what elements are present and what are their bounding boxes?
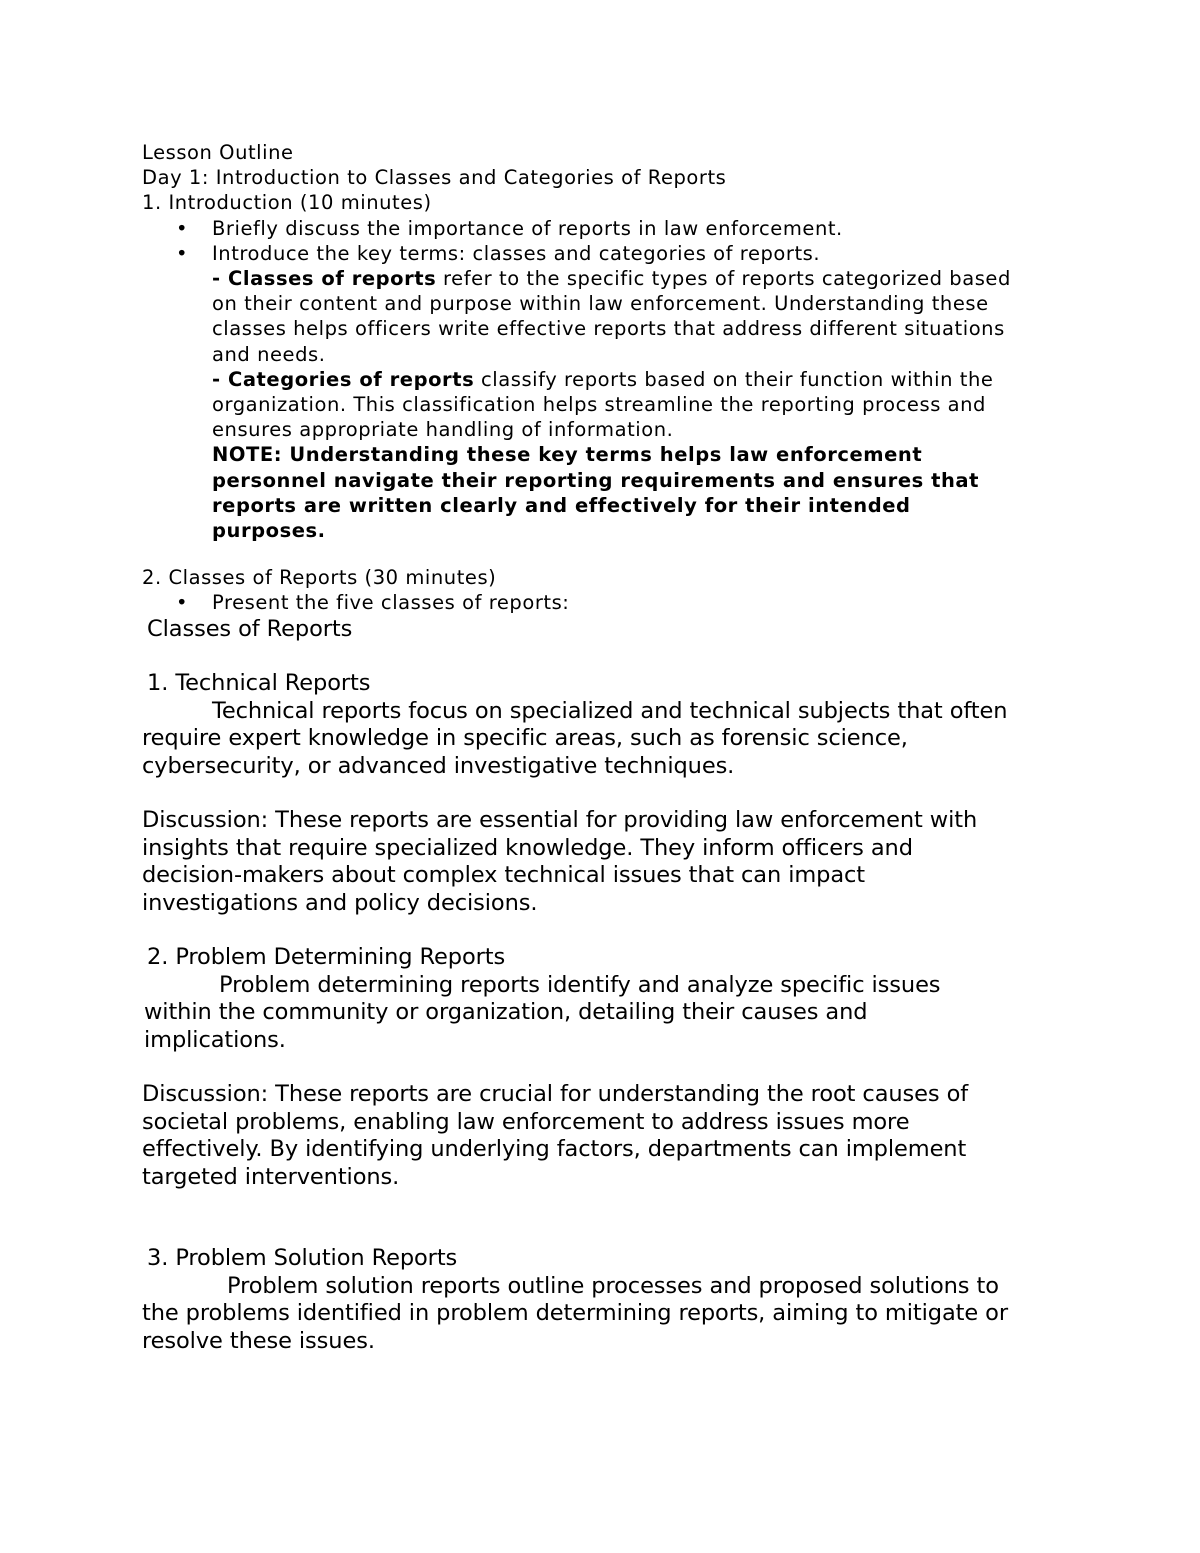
list-item: • Introduce the key terms: classes and categories of reports.	[176, 241, 821, 265]
classes-definition: - Classes of reports refer to the specific types of reports categorized based on their content and purpose within law enforcement. Understanding these classes helps officers write effective reports that address different situations and needs.	[212, 267, 1011, 366]
report-heading: 1. Technical Reports	[147, 670, 371, 697]
list-item: • Briefly discuss the importance of reports in law enforcement.	[176, 216, 843, 240]
discussion-paragraph: Discussion: These reports are crucial for understanding the root causes of	[142, 1081, 969, 1108]
report-heading: 2. Problem Determining Reports	[147, 944, 506, 971]
document-title: Lesson Outline	[142, 141, 294, 164]
report-problem-solution: 3. Problem Solution Reports Problem solution reports outline processes and proposed solutions to the problems identified in problem determining reports, aiming to mitigate or resolve these issues.	[142, 1245, 1072, 1355]
bullet-icon: •	[176, 241, 189, 265]
report-problem-determining: 2. Problem Determining Reports Problem determining reports identify and analyze specific issues within the community or organization, detailing their causes and implications. Discussion: These reports are crucial for understanding the root causes of societal problems, enabling law enforcement to address issues more effectively. By identifying underlying factors, departments can implement targeted interventions.	[142, 944, 1072, 1191]
classes-of-reports-section	[142, 616, 1072, 1356]
section-intro	[142, 140, 1072, 616]
classes-term: - Classes of reports	[212, 267, 437, 291]
section1-heading: 1. Introduction (10 minutes)	[142, 191, 432, 215]
discussion-paragraph: Discussion: These reports are essential for providing law enforcement with	[142, 807, 978, 834]
section2-bullet-list	[142, 590, 1072, 615]
bullet-icon: •	[176, 591, 189, 615]
list-item: • Present the five classes of reports:	[176, 591, 570, 615]
section1-bullet-list	[142, 216, 1072, 266]
report-heading: 3. Problem Solution Reports	[147, 1245, 458, 1272]
note-paragraph: NOTE: Understanding these key terms helps law enforcement personnel navigate their reporting requirements and ensures that reports are written clearly and effectively for their intended purposes.	[212, 443, 979, 543]
categories-term: - Categories of reports	[212, 367, 475, 391]
report-technical: 1. Technical Reports Technical reports focus on specialized and technical subjects that often require expert knowledge in specific areas, such as forensic science, cybersecurity, or advanced investigative techniques. Discussion: These reports are essential for providing law enforcement with insights that require specialized knowledge. They inform officers and decision-makers about complex technical issues that can impact investigations and policy decisions.	[142, 670, 1072, 917]
section2-heading: 2. Classes of Reports (30 minutes)	[142, 566, 497, 590]
classes-heading: Classes of Reports	[147, 615, 353, 642]
day-heading: Day 1: Introduction to Classes and Categories of Reports	[142, 166, 727, 190]
document-page	[142, 140, 1072, 1355]
categories-definition: - Categories of reports classify reports based on their function within the organization. This classification helps streamline the reporting process and ensures appropriate handling of information.	[212, 367, 994, 442]
bullet-icon: •	[176, 216, 189, 240]
